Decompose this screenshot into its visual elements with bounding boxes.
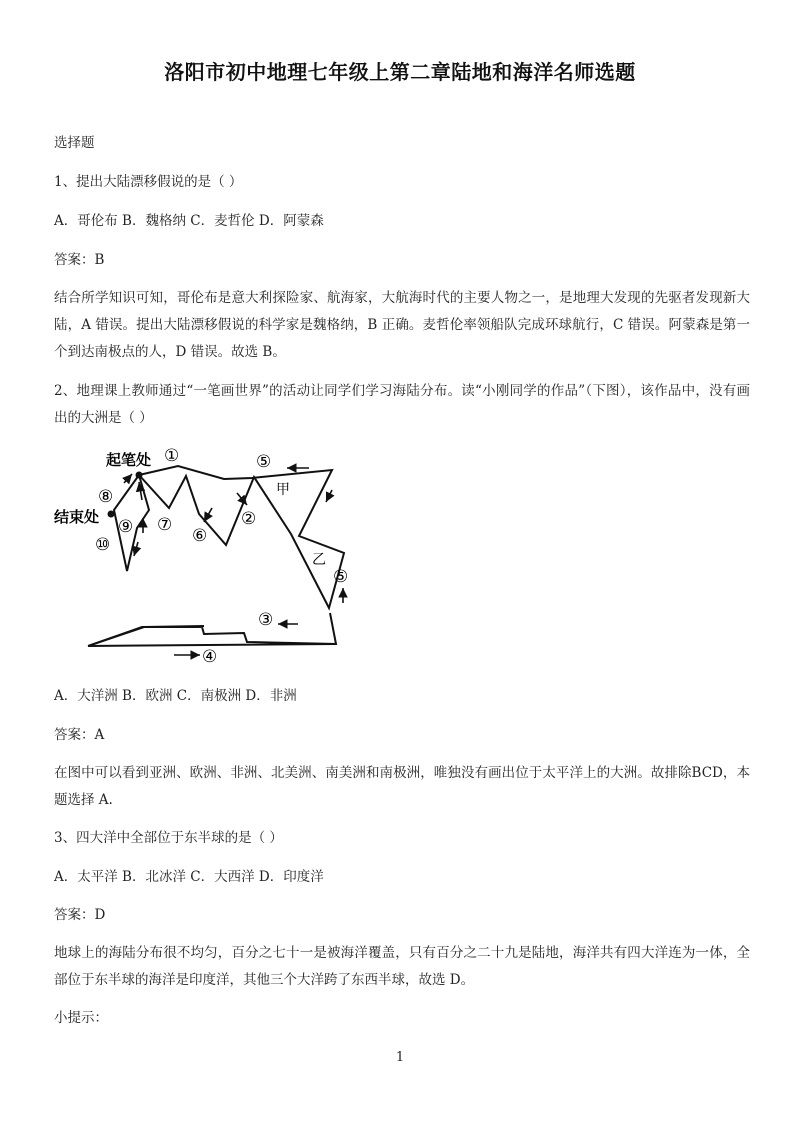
question-2-answer: 答案：A bbox=[54, 727, 105, 743]
section-heading: 选择题 bbox=[54, 135, 95, 151]
arrow-east bbox=[326, 490, 332, 502]
marker-3: ③ bbox=[258, 610, 274, 630]
document-title: 洛阳市初中地理七年级上第二章陆地和海洋名师选题 bbox=[164, 60, 636, 84]
marker-1: ① bbox=[164, 446, 180, 466]
page-number: 1 bbox=[395, 1050, 405, 1065]
continent-outline bbox=[139, 466, 344, 608]
marker-7: ⑦ bbox=[157, 515, 173, 535]
question-2-stem: 2、地理课上教师通过“一笔画世界”的活动让同学们学习海陆分布。读“小刚同学的作品”（下图），该作品中，没有画出的大洲是（ ） bbox=[54, 383, 750, 426]
question-3-options: A．太平洋 B．北冰洋 C．大西洋 D．印度洋 bbox=[54, 869, 324, 885]
marker-5-right: ⑤ bbox=[333, 567, 349, 587]
question-1-stem: 1、提出大陆漂移假说的是（ ） bbox=[54, 174, 243, 190]
arrow-6 bbox=[204, 508, 212, 522]
question-2-options: A．大洋洲 B．欧洲 C．南极洲 D．非洲 bbox=[54, 688, 297, 704]
tip-label: 小提示： bbox=[54, 1010, 108, 1026]
world-sketch-drawing bbox=[54, 438, 364, 670]
world-sketch-figure bbox=[54, 438, 364, 670]
question-3-answer: 答案：D bbox=[54, 907, 106, 923]
end-label: 结束处 bbox=[54, 508, 100, 526]
region-b-label: 乙 bbox=[312, 552, 326, 568]
question-1-answer: 答案：B bbox=[54, 252, 105, 268]
start-label: 起笔处 bbox=[106, 451, 152, 469]
antarctica-outline bbox=[88, 613, 336, 646]
question-2-explanation: 在图中可以看到亚洲、欧洲、非洲、北美洲、南美洲和南极洲，唯独没有画出位于太平洋上的大洲。故排除BCD，本题选择 A. bbox=[54, 765, 750, 808]
question-1-options: A．哥伦布 B．魏格纳 C．麦哲伦 D．阿蒙森 bbox=[54, 213, 324, 229]
arrow-8 bbox=[124, 474, 132, 483]
question-3-explanation: 地球上的海陆分布很不均匀，百分之七十一是被海洋覆盖，只有百分之二十九是陆地，海洋共有四大洋连为一体，全部位于东半球的海洋是印度洋，其他三个大洋跨了东西半球，故选 D。 bbox=[54, 945, 750, 988]
marker-6: ⑥ bbox=[192, 526, 208, 546]
end-point bbox=[108, 511, 115, 518]
question-3-stem: 3、四大洋中全部位于东半球的是（ ） bbox=[54, 830, 283, 846]
marker-8: ⑧ bbox=[98, 487, 114, 507]
arrow-9 bbox=[134, 542, 138, 556]
antarctica-bottom bbox=[88, 644, 336, 646]
marker-9: ⑨ bbox=[118, 517, 134, 537]
marker-4: ④ bbox=[202, 647, 218, 667]
marker-10: ⑩ bbox=[95, 535, 111, 555]
question-1-explanation: 结合所学知识可知，哥伦布是意大利探险家、航海家，大航海时代的主要人物之一，是地理大发现的先驱者发现新大陆，A 错误。提出大陆漂移假说的科学家是魏格纳，B 正确。麦哲伦率领船队完成环球航行，C 错误。阿蒙森是第一个到达南极点的人，D 错误。故选 B。 bbox=[54, 290, 750, 360]
marker-5-top: ⑤ bbox=[256, 452, 272, 472]
start-point bbox=[136, 472, 143, 479]
marker-2: ② bbox=[241, 509, 257, 529]
region-a-label: 甲 bbox=[276, 482, 290, 498]
